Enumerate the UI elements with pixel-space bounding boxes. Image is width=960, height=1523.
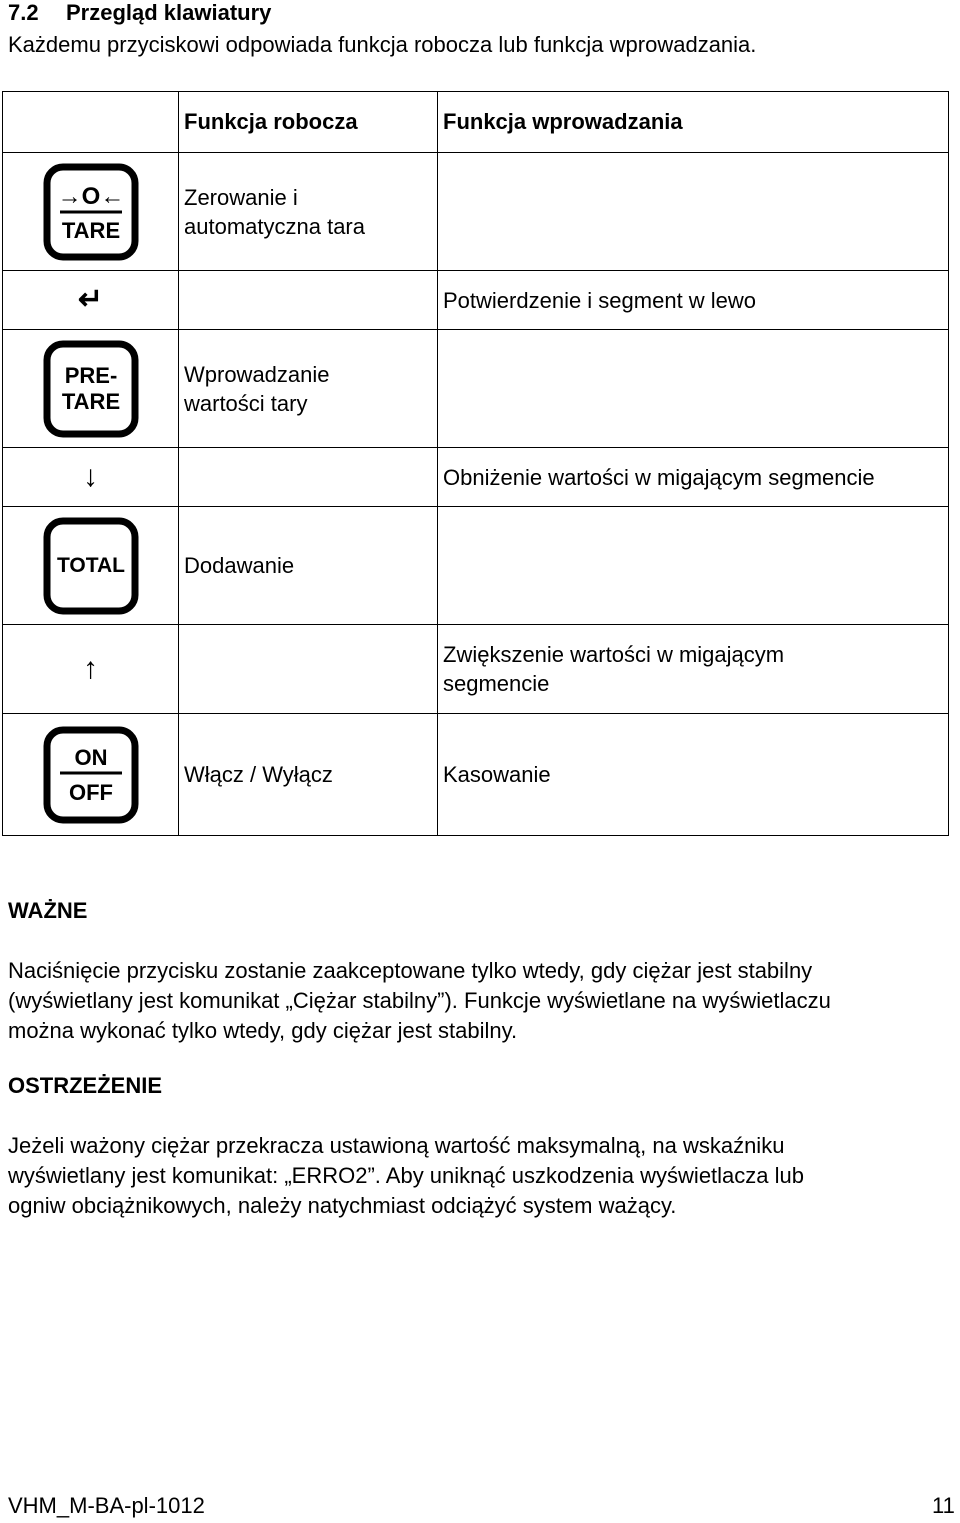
zero-tare-key-icon [42, 162, 140, 262]
warning-paragraph [8, 1131, 953, 1221]
key-label: TOTAL [56, 553, 125, 577]
key-label-top: →O← [57, 182, 124, 210]
input-line: Obniżenie wartości w migającym segmencie [443, 464, 875, 490]
operating-line: Włącz / Wyłącz [184, 762, 333, 787]
input-cell [438, 153, 949, 271]
table-row [3, 330, 949, 448]
intro-text: Każdemu przyciskowi odpowiada funkcja robocza lub funkcja wprowadzania. [8, 32, 757, 57]
key-label-bottom: TARE [61, 388, 120, 414]
footer-page-number: 11 [932, 1493, 955, 1518]
table-row [3, 271, 949, 330]
key-label-bottom: TARE [61, 217, 120, 243]
section-number: 7.2 [8, 0, 39, 25]
operating-cell [179, 153, 438, 271]
paragraph-line: ogniw obciążnikowych, należy natychmiast odciążyć system ważący. [8, 1193, 677, 1218]
total-key-icon [42, 516, 140, 616]
paragraph-line: wyświetlany jest komunikat: „ERRO2”. Aby uniknąć uszkodzenia wyświetlacza lub [8, 1163, 804, 1188]
header-blank-cell [3, 92, 179, 153]
important-title: WAŻNE [8, 898, 88, 923]
table-row [3, 714, 949, 836]
operating-cell [179, 271, 438, 330]
section-title: Przegląd klawiatury [66, 0, 272, 25]
header-operating-function: Funkcja robocza [179, 92, 438, 153]
down-arrow-icon: ↓ [83, 460, 98, 493]
enter-arrow-icon: ↵ [77, 283, 104, 316]
table-row [3, 625, 949, 714]
operating-line: wartości tary [184, 390, 308, 416]
key-cell [3, 271, 179, 330]
input-line: segmencie [443, 671, 550, 696]
key-cell [3, 714, 179, 836]
key-label-top: PRE- [64, 362, 117, 388]
key-label-top: ON [74, 744, 107, 770]
operating-line: Wprowadzanie [184, 361, 330, 387]
paragraph-line: Jeżeli ważony ciężar przekracza ustawioną wartość maksymalną, na wskaźniku [8, 1133, 785, 1158]
paragraph-line: (wyświetlany jest komunikat „Ciężar stabilny”). Funkcje wyświetlane na wyświetlaczu [8, 988, 831, 1013]
key-cell [3, 153, 179, 271]
table-row [3, 448, 949, 507]
key-label-bottom: OFF [68, 779, 113, 805]
table-header-row [3, 92, 949, 153]
input-cell [438, 507, 949, 625]
operating-cell [179, 714, 438, 836]
input-cell [438, 271, 949, 330]
input-cell [438, 448, 949, 507]
input-line: Kasowanie [443, 762, 551, 787]
key-cell [3, 625, 179, 714]
footer-doc-id: VHM_M-BA-pl-1012 [8, 1493, 205, 1518]
operating-cell [179, 507, 438, 625]
operating-cell [179, 625, 438, 714]
operating-cell [179, 448, 438, 507]
key-cell [3, 448, 179, 507]
key-cell [3, 507, 179, 625]
operating-line: automatyczna tara [184, 213, 365, 239]
table-row [3, 507, 949, 625]
paragraph-line: Naciśnięcie przycisku zostanie zaakceptowane tylko wtedy, gdy ciężar jest stabilny [8, 958, 813, 983]
input-cell [438, 714, 949, 836]
pre-tare-key-icon [42, 339, 140, 439]
header-input-function: Funkcja wprowadzania [438, 92, 949, 153]
table-row [3, 153, 949, 271]
operating-line: Dodawanie [184, 553, 295, 578]
important-paragraph [8, 956, 953, 1046]
operating-line: Zerowanie i [184, 184, 298, 210]
warning-title: OSTRZEŻENIE [8, 1073, 163, 1098]
input-cell [438, 625, 949, 714]
paragraph-line: można wykonać tylko wtedy, gdy ciężar jest stabilny. [8, 1018, 518, 1043]
on-off-key-icon [42, 725, 140, 825]
keyboard-table [2, 91, 949, 836]
input-line: Potwierdzenie i segment w lewo [443, 287, 757, 313]
input-cell [438, 330, 949, 448]
key-cell [3, 330, 179, 448]
operating-cell [179, 330, 438, 448]
section-heading [8, 0, 271, 26]
input-line: Zwiększenie wartości w migającym [443, 642, 785, 667]
up-arrow-icon: ↑ [83, 652, 98, 685]
